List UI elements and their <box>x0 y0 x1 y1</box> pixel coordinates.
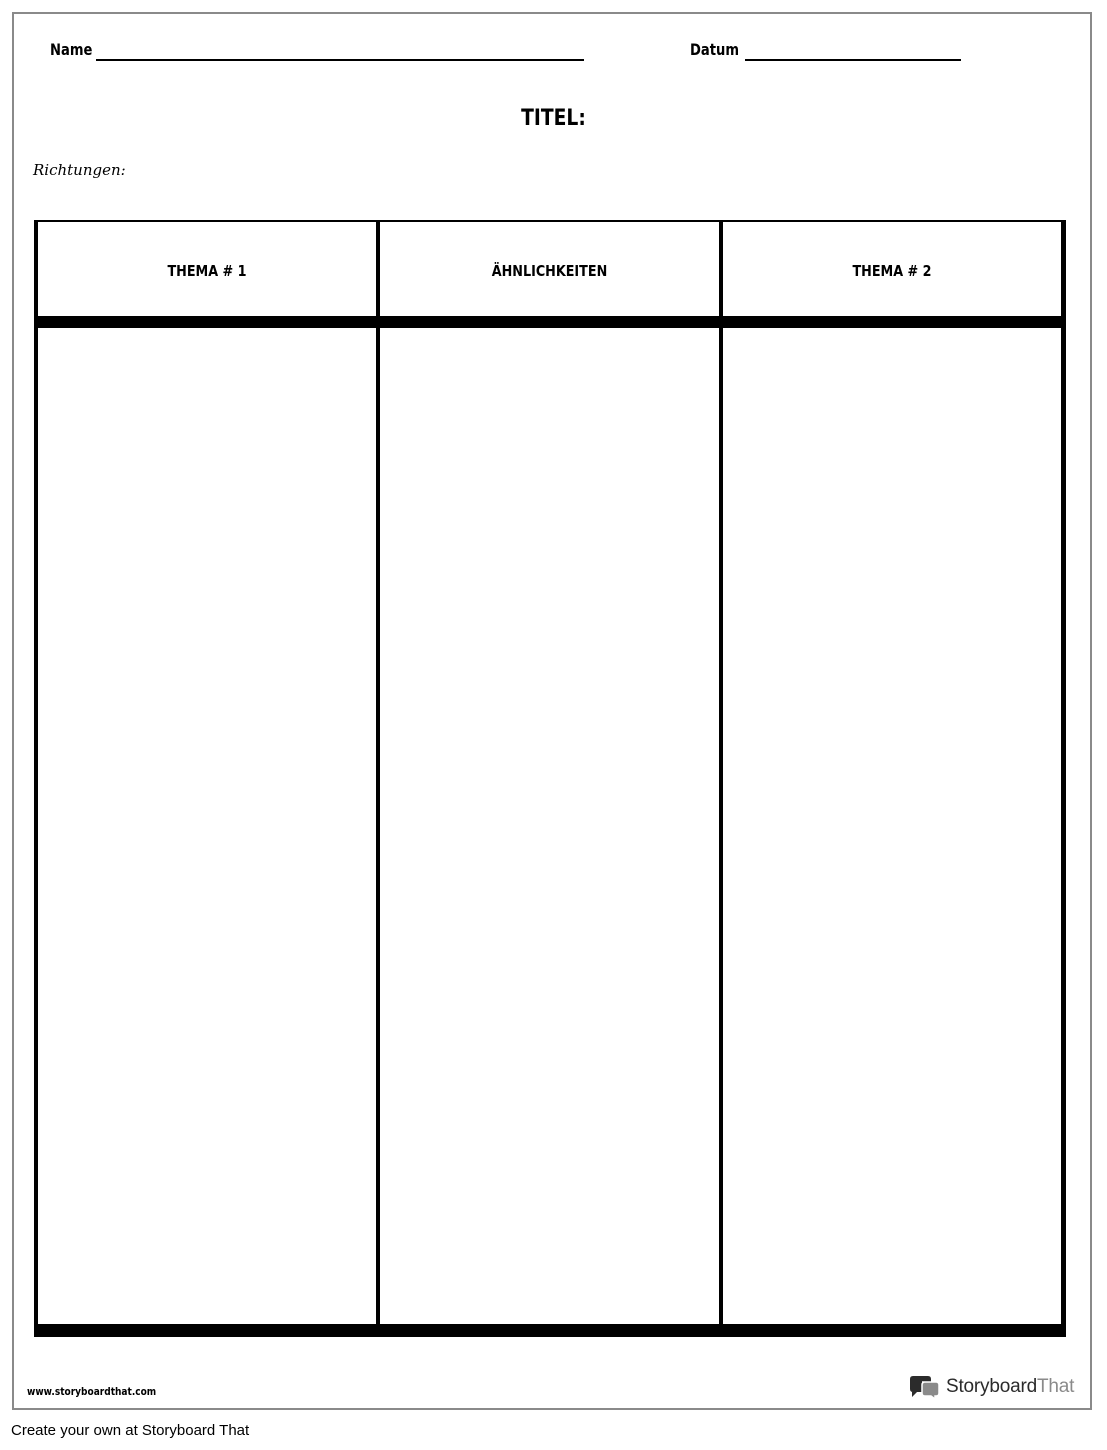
column-cell-similarities[interactable] <box>380 328 719 1324</box>
directions-label: Richtungen: <box>33 161 126 179</box>
table-top-border <box>34 220 1066 222</box>
name-field-line[interactable] <box>96 59 584 61</box>
create-your-own-caption[interactable]: Create your own at Storyboard That <box>11 1422 250 1439</box>
name-label: Name <box>50 40 93 59</box>
comparison-table <box>34 220 1066 1337</box>
table-header-divider <box>34 316 1066 328</box>
column-header-similarities: ÄHNLICHKEITEN <box>491 262 608 280</box>
logo-wordmark <box>946 1376 1074 1398</box>
column-header-topic-2: THEMA # 2 <box>852 262 932 280</box>
footer-url[interactable]: www.storyboardthat.com <box>27 1385 157 1398</box>
speech-bubbles-icon <box>908 1374 940 1400</box>
storyboardthat-logo[interactable] <box>908 1373 1074 1401</box>
table-bottom-border <box>34 1324 1066 1337</box>
column-cell-topic-2[interactable] <box>723 328 1061 1324</box>
column-header-topic-1: THEMA # 1 <box>167 262 247 280</box>
table-right-border <box>1061 220 1066 1337</box>
worksheet-title: TITEL: <box>521 106 586 131</box>
column-cell-topic-1[interactable] <box>38 328 376 1324</box>
logo-wordmark-that: That <box>1036 1376 1075 1397</box>
logo-wordmark-storyboard: Storyboard <box>946 1376 1037 1397</box>
date-field-line[interactable] <box>745 59 961 61</box>
date-label: Datum <box>690 40 740 59</box>
